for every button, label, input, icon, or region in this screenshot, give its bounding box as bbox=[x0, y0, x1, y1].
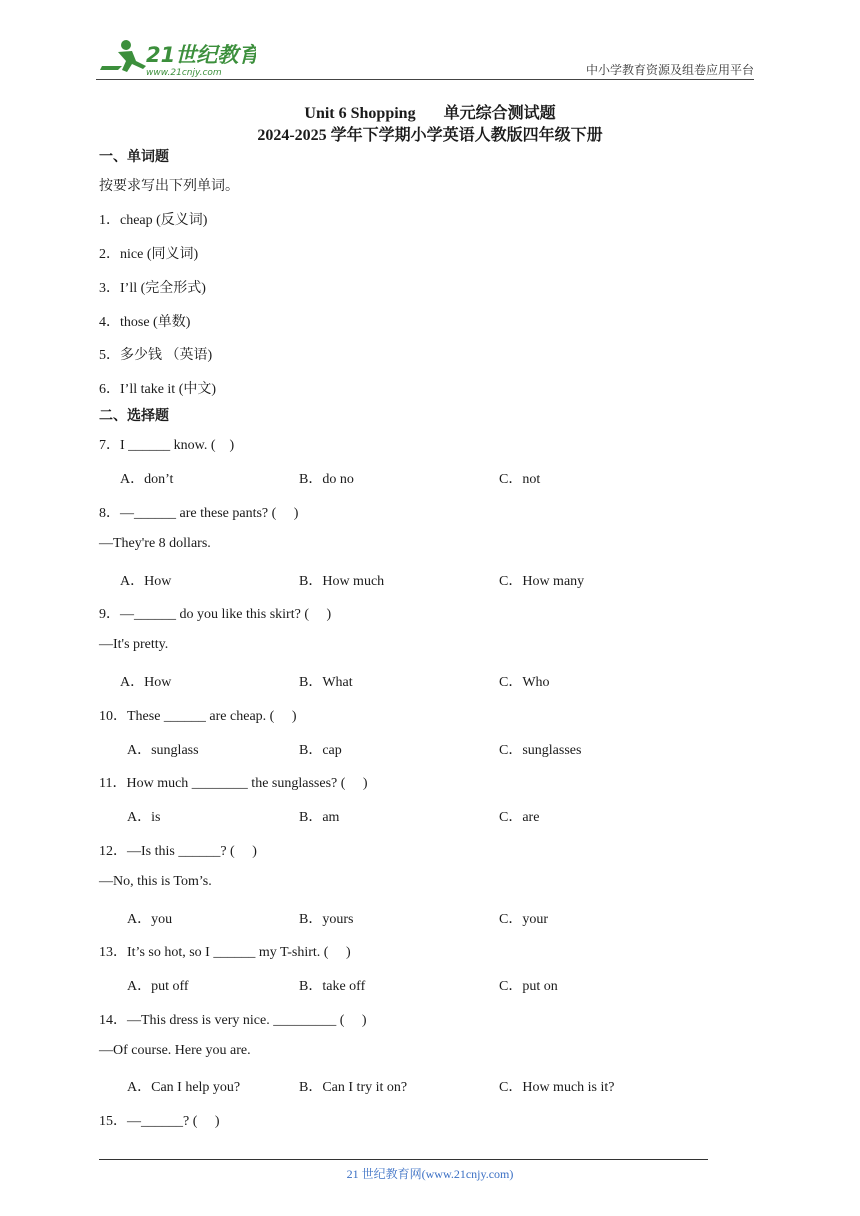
question-13-options bbox=[99, 975, 739, 995]
question-14-options bbox=[99, 1076, 739, 1096]
question-7: 7．I ______ know. ( ) bbox=[99, 438, 235, 453]
option-c: C．How many bbox=[499, 574, 585, 589]
title-test-name: 单元综合测试题 bbox=[443, 105, 556, 122]
section-1-instruction: 按要求写出下列单词。 bbox=[99, 179, 239, 194]
option-c: C．your bbox=[499, 912, 548, 927]
option-a: A．is bbox=[127, 810, 161, 825]
question-12: 12．—Is this ______? ( ) bbox=[99, 844, 257, 859]
option-b: B．am bbox=[299, 810, 340, 825]
footer-link[interactable]: 21 世纪教育网(www.21cnjy.com) bbox=[346, 1167, 514, 1181]
question-7-options bbox=[99, 468, 739, 488]
option-c: C．put on bbox=[499, 979, 558, 994]
option-a: A．How bbox=[120, 675, 172, 690]
option-b: B．do no bbox=[299, 472, 354, 487]
option-a: A．sunglass bbox=[127, 743, 199, 758]
header-divider bbox=[96, 79, 754, 80]
question-1: 1．cheap (反义词) bbox=[99, 213, 208, 228]
document-subtitle: 2024-2025 学年下学期小学英语人教版四年级下册 bbox=[257, 127, 603, 144]
option-c: C．Who bbox=[499, 675, 550, 690]
question-14-dialog: —Of course. Here you are. bbox=[99, 1043, 251, 1058]
document-title bbox=[0, 100, 860, 123]
option-b: B．Can I try it on? bbox=[299, 1080, 408, 1095]
question-8: 8．—______ are these pants? ( ) bbox=[99, 506, 299, 521]
platform-caption: 中小学教育资源及组卷应用平台 bbox=[585, 63, 754, 77]
option-a: A．How bbox=[120, 574, 172, 589]
site-logo bbox=[96, 36, 256, 80]
question-8-options bbox=[99, 570, 739, 590]
question-9-dialog: —It's pretty. bbox=[99, 637, 169, 652]
question-15: 15．—______? ( ) bbox=[99, 1114, 220, 1129]
option-c: C．are bbox=[499, 810, 540, 825]
question-9-options bbox=[99, 671, 739, 691]
title-unit: Unit 6 Shopping bbox=[304, 105, 416, 122]
question-12-options bbox=[99, 908, 739, 928]
option-a: A．you bbox=[127, 912, 173, 927]
question-10: 10．These ______ are cheap. ( ) bbox=[99, 709, 297, 724]
question-8-dialog: —They're 8 dollars. bbox=[99, 536, 211, 551]
option-a: A．put off bbox=[127, 979, 189, 994]
option-c: C．sunglasses bbox=[499, 743, 582, 758]
option-b: B．What bbox=[299, 675, 353, 690]
option-a: A．don’t bbox=[120, 472, 174, 487]
question-13: 13．It’s so hot, so I ______ my T-shirt. ( ) bbox=[99, 945, 351, 960]
option-b: B．How much bbox=[299, 574, 385, 589]
question-2: 2．nice (同义词) bbox=[99, 247, 199, 262]
option-b: B．take off bbox=[299, 979, 366, 994]
question-9: 9．—______ do you like this skirt? ( ) bbox=[99, 607, 332, 622]
option-b: B．yours bbox=[299, 912, 354, 927]
question-12-dialog: —No, this is Tom’s. bbox=[99, 874, 212, 889]
question-11-options bbox=[99, 806, 739, 826]
question-11: 11．How much ________ the sunglasses? ( ) bbox=[99, 776, 368, 791]
svg-text:www.21cnjy.com: www.21cnjy.com bbox=[146, 68, 222, 78]
option-b: B．cap bbox=[299, 743, 342, 758]
option-c: C．How much is it? bbox=[499, 1080, 615, 1095]
question-14: 14．—This dress is very nice. _________ ( ) bbox=[99, 1013, 367, 1028]
option-c: C．not bbox=[499, 472, 541, 487]
svg-text:21世纪教育: 21世纪教育 bbox=[146, 43, 256, 67]
section-2-heading: 二、选择题 bbox=[99, 409, 169, 424]
option-a: A．Can I help you? bbox=[127, 1080, 241, 1095]
question-10-options bbox=[99, 739, 739, 759]
question-5: 5．多少钱 （英语) bbox=[99, 348, 213, 363]
question-4: 4．those (单数) bbox=[99, 315, 191, 330]
question-3: 3．I’ll (完全形式) bbox=[99, 281, 206, 296]
question-6: 6．I’ll take it (中文) bbox=[99, 382, 217, 397]
footer-divider bbox=[99, 1159, 708, 1160]
section-1-heading: 一、单词题 bbox=[99, 150, 169, 165]
